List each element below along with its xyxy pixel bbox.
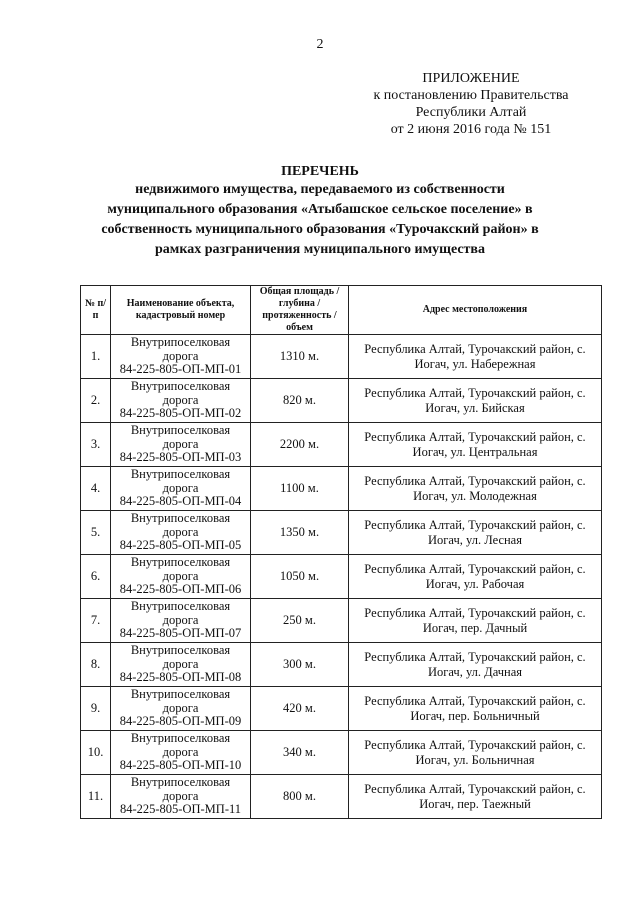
row-number: 2. — [81, 379, 111, 423]
address-line: Иогач, пер. Дачный — [422, 620, 528, 635]
address-line: Республика Алтай, Турочакский район, с. — [364, 473, 586, 488]
table-row — [81, 423, 602, 467]
object-length: 2200 м. — [251, 423, 349, 467]
object-type: Внутрипоселковая — [130, 731, 231, 746]
document-title — [70, 162, 570, 260]
row-number: 6. — [81, 555, 111, 599]
table-row — [81, 379, 602, 423]
address-line: Республика Алтай, Турочакский район, с. — [364, 561, 586, 576]
object-length: 1310 м. — [251, 335, 349, 379]
object-name — [111, 423, 251, 467]
appendix-line: к постановлению Правительства — [373, 88, 569, 103]
address-line: Республика Алтай, Турочакский район, с. — [364, 781, 586, 796]
title-line: муниципального образования «Атыбашское сельское поселение» в — [107, 202, 533, 217]
title-line: рамках разграничения муниципального имущества — [155, 242, 485, 257]
object-address — [349, 687, 602, 731]
table-row — [81, 555, 602, 599]
object-type-2: дорога — [162, 480, 199, 495]
address-line: Республика Алтай, Турочакский район, с. — [364, 649, 586, 664]
object-length: 1050 м. — [251, 555, 349, 599]
cadastral-number: 84-225-805-ОП-МП-05 — [119, 538, 242, 553]
header-area: Общая площадь / глубина / протяженность / объем — [251, 286, 349, 335]
object-address — [349, 775, 602, 819]
table-row — [81, 687, 602, 731]
table-header-row — [81, 286, 602, 335]
cadastral-number: 84-225-805-ОП-МП-06 — [119, 582, 242, 597]
address-line: Республика Алтай, Турочакский район, с. — [364, 341, 586, 356]
address-line: Иогач, ул. Дачная — [427, 664, 523, 679]
address-line: Иогач, ул. Молодежная — [413, 488, 537, 503]
object-type-2: дорога — [162, 612, 199, 627]
cadastral-number: 84-225-805-ОП-МП-11 — [119, 802, 242, 817]
object-address — [349, 511, 602, 555]
object-type: Внутрипоселковая — [130, 643, 231, 658]
object-name — [111, 599, 251, 643]
appendix-line: от 2 июня 2016 года № 151 — [390, 122, 552, 137]
object-type: Внутрипоселковая — [130, 775, 231, 790]
object-name — [111, 335, 251, 379]
address-line: Республика Алтай, Турочакский район, с. — [364, 693, 586, 708]
object-address — [349, 731, 602, 775]
table-row — [81, 731, 602, 775]
object-name — [111, 379, 251, 423]
object-length: 1100 м. — [251, 467, 349, 511]
object-type-2: дорога — [162, 524, 199, 539]
object-type-2: дорога — [162, 744, 199, 759]
address-line: Иогач, пер. Больничный — [410, 708, 540, 723]
object-type-2: дорога — [162, 392, 199, 407]
object-length: 820 м. — [251, 379, 349, 423]
object-type-2: дорога — [162, 348, 199, 363]
object-length: 420 м. — [251, 687, 349, 731]
address-line: Республика Алтай, Турочакский район, с. — [364, 737, 586, 752]
table-row — [81, 467, 602, 511]
object-type: Внутрипоселковая — [130, 555, 231, 570]
object-name — [111, 467, 251, 511]
object-length: 800 м. — [251, 775, 349, 819]
object-address — [349, 555, 602, 599]
object-type: Внутрипоселковая — [130, 379, 231, 394]
row-number: 11. — [81, 775, 111, 819]
appendix-line: Республики Алтай — [415, 105, 527, 120]
object-type: Внутрипоселковая — [130, 511, 231, 526]
object-type: Внутрипоселковая — [130, 599, 231, 614]
object-length: 340 м. — [251, 731, 349, 775]
object-type: Внутрипоселковая — [130, 423, 231, 438]
object-name — [111, 511, 251, 555]
object-type-2: дорога — [162, 656, 199, 671]
object-name — [111, 555, 251, 599]
object-type-2: дорога — [162, 788, 199, 803]
row-number: 10. — [81, 731, 111, 775]
address-line: Иогач, ул. Лесная — [428, 532, 522, 547]
header-name: Наименование объекта, кадастровый номер — [111, 286, 251, 335]
address-line: Республика Алтай, Турочакский район, с. — [364, 429, 586, 444]
object-name — [111, 731, 251, 775]
header-address: Адрес местоположения — [349, 286, 602, 335]
object-length: 250 м. — [251, 599, 349, 643]
table-row — [81, 335, 602, 379]
object-type-2: дорога — [162, 568, 199, 583]
cadastral-number: 84-225-805-ОП-МП-03 — [119, 450, 242, 465]
object-length: 1350 м. — [251, 511, 349, 555]
row-number: 1. — [81, 335, 111, 379]
object-address — [349, 379, 602, 423]
object-type-2: дорога — [162, 700, 199, 715]
table-row — [81, 599, 602, 643]
address-line: Республика Алтай, Турочакский район, с. — [364, 517, 586, 532]
page-number: 2 — [316, 37, 324, 52]
address-line: Иогач, ул. Набережная — [414, 356, 536, 371]
cadastral-number: 84-225-805-ОП-МП-01 — [119, 362, 242, 377]
object-name — [111, 687, 251, 731]
row-number: 4. — [81, 467, 111, 511]
cadastral-number: 84-225-805-ОП-МП-10 — [119, 758, 242, 773]
object-length: 300 м. — [251, 643, 349, 687]
title-main: ПЕРЕЧЕНЬ — [281, 164, 359, 179]
table-row — [81, 643, 602, 687]
header-num: № п/п — [81, 286, 111, 335]
object-address — [349, 335, 602, 379]
appendix-block — [346, 70, 596, 138]
object-type-2: дорога — [162, 436, 199, 451]
object-type: Внутрипоселковая — [130, 335, 231, 350]
table-row — [81, 511, 602, 555]
address-line: Республика Алтай, Турочакский район, с. — [364, 605, 586, 620]
cadastral-number: 84-225-805-ОП-МП-02 — [119, 406, 242, 421]
cadastral-number: 84-225-805-ОП-МП-07 — [119, 626, 242, 641]
address-line: Иогач, ул. Бийская — [425, 400, 525, 415]
object-type: Внутрипоселковая — [130, 687, 231, 702]
object-name — [111, 643, 251, 687]
address-line: Иогач, ул. Больничная — [415, 752, 535, 767]
address-line: Республика Алтай, Турочакский район, с. — [364, 385, 586, 400]
row-number: 3. — [81, 423, 111, 467]
row-number: 5. — [81, 511, 111, 555]
appendix-line: ПРИЛОЖЕНИЕ — [422, 71, 520, 86]
table-row — [81, 775, 602, 819]
object-address — [349, 599, 602, 643]
row-number: 8. — [81, 643, 111, 687]
address-line: Иогач, ул. Центральная — [412, 444, 538, 459]
cadastral-number: 84-225-805-ОП-МП-04 — [119, 494, 242, 509]
row-number: 7. — [81, 599, 111, 643]
object-address — [349, 467, 602, 511]
address-line: Иогач, пер. Таежный — [419, 796, 531, 811]
title-line: недвижимого имущества, передаваемого из собственности — [135, 182, 505, 197]
cadastral-number: 84-225-805-ОП-МП-09 — [119, 714, 242, 729]
row-number: 9. — [81, 687, 111, 731]
object-type: Внутрипоселковая — [130, 467, 231, 482]
object-address — [349, 423, 602, 467]
object-name — [111, 775, 251, 819]
cadastral-number: 84-225-805-ОП-МП-08 — [119, 670, 242, 685]
title-line: собственность муниципального образования «Турочакский район» в — [101, 222, 539, 237]
address-line: Иогач, ул. Рабочая — [425, 576, 525, 591]
object-address — [349, 643, 602, 687]
property-table — [80, 285, 602, 819]
